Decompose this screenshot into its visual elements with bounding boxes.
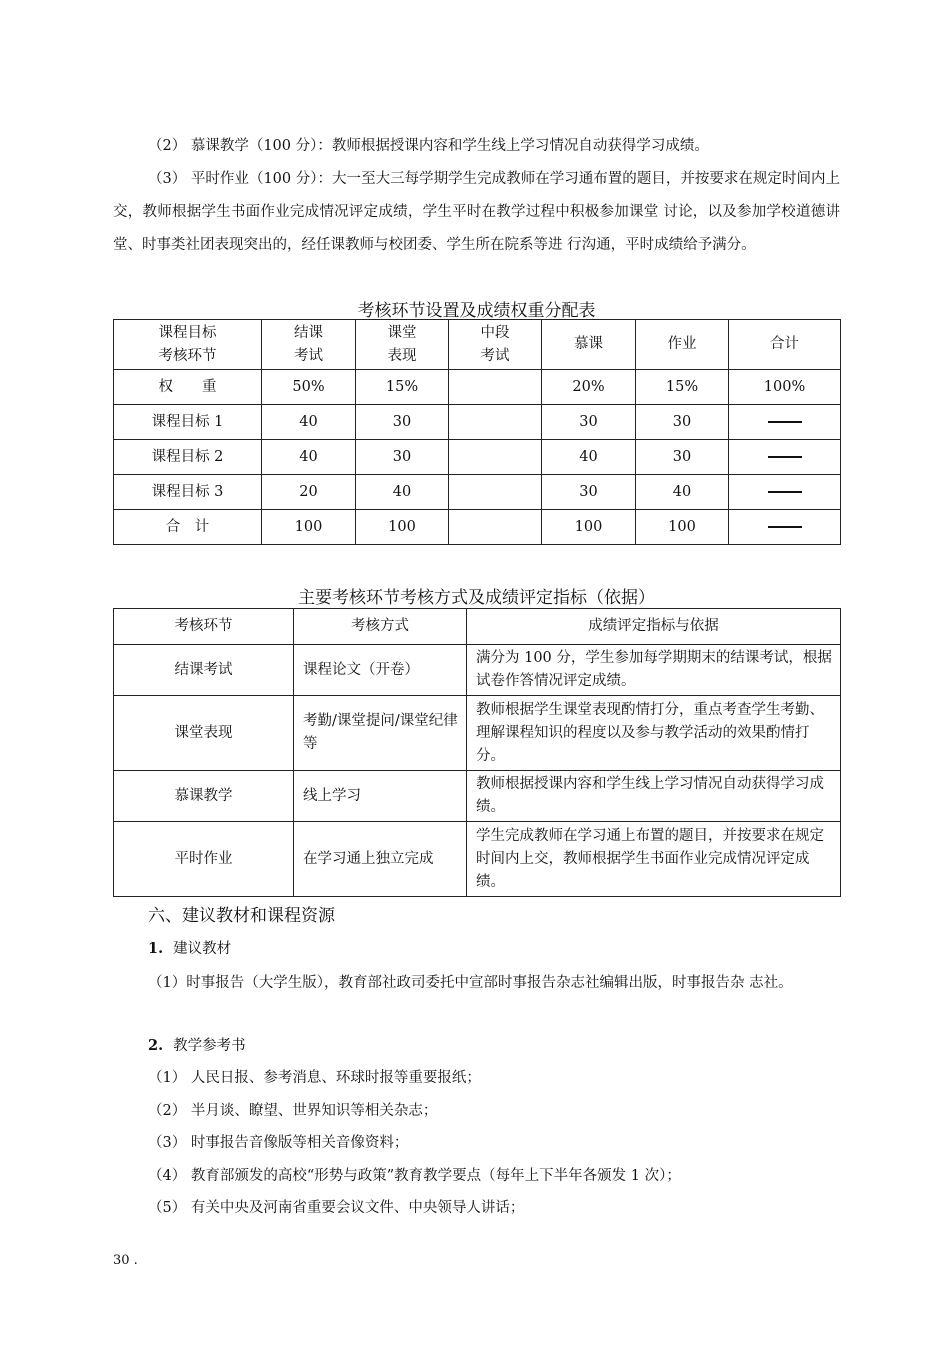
- subsection-label: 教学参考书: [173, 1038, 246, 1054]
- dash-mark: [768, 491, 802, 493]
- dash-cell: [729, 405, 841, 440]
- cell: 慕课教学: [114, 771, 294, 822]
- cell: 30: [636, 405, 729, 440]
- row-label: 合 计: [114, 510, 262, 545]
- row-label: 课程目标 1: [114, 405, 262, 440]
- cell: 40: [262, 440, 356, 475]
- list-item: （5） 有关中央及河南省重要会议文件、中央领导人讲话；: [148, 1200, 525, 1216]
- table-row: [114, 510, 841, 545]
- cell: [449, 475, 542, 510]
- table-row: [114, 440, 841, 475]
- cell: 100%: [729, 370, 841, 405]
- cell: 教师根据授课内容和学生线上学习情况自动获得学习成绩。: [467, 771, 841, 822]
- header-assessment-link: 考核环节: [114, 609, 294, 645]
- cell: 40: [356, 475, 449, 510]
- weight-table: [113, 319, 841, 545]
- header-class-performance: 课堂 表现: [356, 320, 449, 370]
- dash-mark: [768, 421, 802, 423]
- list-item: （4） 教育部颁发的高校“形势与政策”教育教学要点（每年上下半年各颁发 1 次）；: [148, 1168, 681, 1184]
- cell: [449, 370, 542, 405]
- cell: 平时作业: [114, 822, 294, 897]
- subsection-label: 建议教材: [173, 941, 232, 957]
- cell: 40: [542, 440, 636, 475]
- table1-caption: 考核环节设置及成绩权重分配表: [357, 301, 596, 321]
- table-row: [114, 822, 841, 897]
- cell: 15%: [356, 370, 449, 405]
- paragraph-homework-score: （3） 平时作业（100 分）：大一至大三每学期学生完成教师在学习通布置的题目，并按要求在规定时间内上交，教师根据学生书面作业完成情况评定成绩，学生平时在教学过程中积极参加课堂 讨论，以及参加学校道德讲堂、时事类社团表现突出的，经任课教师与校团委、学生所在院系等进 行沟通，平时成绩给予满分。: [113, 171, 840, 253]
- cell: 学生完成教师在学习通上布置的题目，并按要求在规定时间内上交，教师根据学生书面作业完成情况评定成绩。: [467, 822, 841, 897]
- cell: 20%: [542, 370, 636, 405]
- cell: 30: [542, 405, 636, 440]
- cell: 30: [356, 440, 449, 475]
- cell: 30: [542, 475, 636, 510]
- dash-cell: [729, 510, 841, 545]
- table-row: [114, 475, 841, 510]
- table1-header-row: [114, 320, 841, 370]
- section-title: 六、建议教材和课程资源: [148, 906, 335, 926]
- table2-header-row: [114, 609, 841, 645]
- row-label: 课程目标 2: [114, 440, 262, 475]
- cell: 100: [262, 510, 356, 545]
- cell: 在学习通上独立完成: [294, 822, 467, 897]
- cell: 课堂表现: [114, 696, 294, 771]
- cell: 课程论文（开卷）: [294, 645, 467, 696]
- subsection-references: [148, 1034, 246, 1058]
- cell: 30: [356, 405, 449, 440]
- header-homework: 作业: [636, 320, 729, 370]
- cell: 100: [542, 510, 636, 545]
- list-item: （2） 半月谈、瞭望、世界知识等相关杂志；: [148, 1103, 438, 1119]
- table-row: [114, 771, 841, 822]
- cell: 满分为 100 分，学生参加每学期期末的结课考试，根据试卷作答情况评定成绩。: [467, 645, 841, 696]
- cell: 40: [636, 475, 729, 510]
- cell: [449, 405, 542, 440]
- header-criteria: 成绩评定指标与依据: [467, 609, 841, 645]
- cell: 50%: [262, 370, 356, 405]
- cell: 100: [356, 510, 449, 545]
- table2-caption: 主要考核环节考核方式及成绩评定指标（依据）: [298, 588, 655, 608]
- header-total: 合计: [729, 320, 841, 370]
- list-item: （1） 人民日报、参考消息、环球时报等重要报纸；: [148, 1070, 481, 1086]
- cell: [449, 440, 542, 475]
- dash-mark: [768, 456, 802, 458]
- cell: 线上学习: [294, 771, 467, 822]
- subsection-number: 2.: [148, 1037, 164, 1054]
- subsection-number: 1.: [148, 940, 164, 957]
- table-row: [114, 645, 841, 696]
- cell: 考勤/课堂提问/课堂纪律等: [294, 696, 467, 771]
- cell: 30: [636, 440, 729, 475]
- header-final-exam: 结课 考试: [262, 320, 356, 370]
- cell: 结课考试: [114, 645, 294, 696]
- assessment-table: [113, 608, 841, 897]
- cell: 40: [262, 405, 356, 440]
- row-label: 课程目标 3: [114, 475, 262, 510]
- dash-cell: [729, 475, 841, 510]
- dash-cell: [729, 440, 841, 475]
- table-row: [114, 696, 841, 771]
- table-row: [114, 405, 841, 440]
- cell: 15%: [636, 370, 729, 405]
- table-row: [114, 370, 841, 405]
- dash-mark: [768, 526, 802, 528]
- header-midterm: 中段 考试: [449, 320, 542, 370]
- list-item: （3） 时事报告音像版等相关音像资料；: [148, 1135, 409, 1151]
- row-label: 权 重: [114, 370, 262, 405]
- page-number: 30 .: [113, 1253, 138, 1268]
- cell: 20: [262, 475, 356, 510]
- cell: [449, 510, 542, 545]
- header-mooc: 慕课: [542, 320, 636, 370]
- header-assessment-method: 考核方式: [294, 609, 467, 645]
- header-course-goal: 课程目标 考核环节: [114, 320, 262, 370]
- textbook-entry: （1）时事报告（大学生版），教育部社政司委托中宣部时事报告杂志社编辑出版，时事报告杂 志社。: [148, 975, 793, 991]
- cell: 100: [636, 510, 729, 545]
- cell: 教师根据学生课堂表现酌情打分，重点考查学生考勤、理解课程知识的程度以及参与教学活动的效果酌情打分。: [467, 696, 841, 771]
- subsection-textbook: [148, 937, 231, 961]
- paragraph-mooc-score: （2） 慕课教学（100 分）：教师根据授课内容和学生线上学习情况自动获得学习成绩。: [148, 138, 709, 154]
